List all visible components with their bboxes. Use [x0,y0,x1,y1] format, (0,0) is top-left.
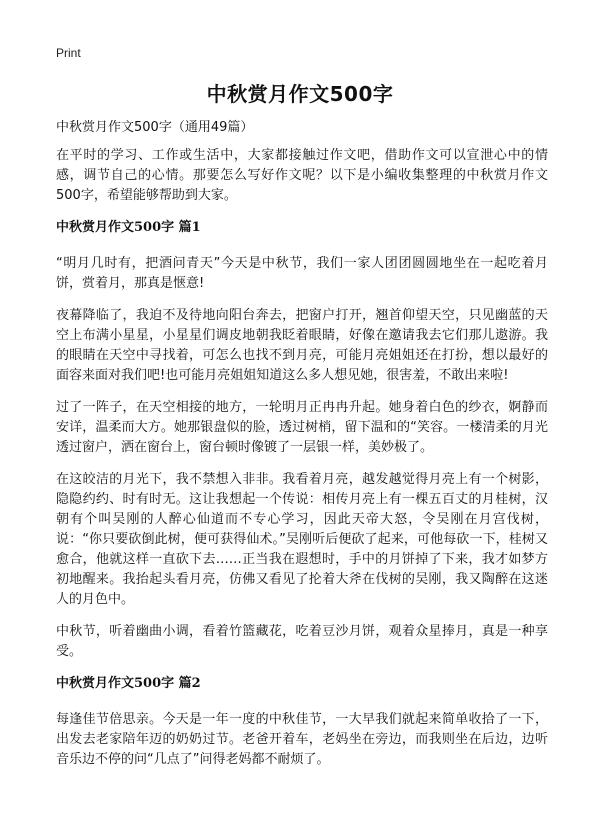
section-heading-1: 中秋赏月作文500字 篇1 [56,220,201,235]
section-1-paragraph-5: 中秋节，听着幽曲小调，看着竹篮藏花，吃着豆沙月饼，观着众星捧月，真是一种享受。 [56,624,548,659]
print-link[interactable]: Print [56,46,81,60]
section-heading-2: 中秋赏月作文500字 篇2 [56,676,201,691]
intro-paragraph: 在平时的学习、工作或生活中，大家都接触过作文吧，借助作文可以宣泄心中的情感，调节自己的心情。那要怎么写好作文呢？以下是小编收集整理的中秋赏月作文500字，希望能够帮助到大家。 [56,148,548,203]
section-1-paragraph-4: 在这皎洁的月光下，我不禁想入非非。我看着月亮，越发越觉得月亮上有一个树影，隐隐约约、时有时无。这让我想起一个传说：相传月亮上有一棵五百丈的月桂树，汉朝有个叫吴刚的人醉心仙道而不专心学习，因此天帝大怒，令吴刚在月宫伐树，说：“你只要砍倒此树，便可获得仙术。”吴刚听后便砍了起来，可他每砍一下，桂树又愈合，他就这样一直砍下去……正当我在遐想时，手中的月饼掉了下来，我才如梦方初地醒来。我抬起头看月亮，仿佛又看见了抡着大斧在伐树的吴刚，我又陶醉在这迷人的月色中。 [56,472,548,607]
section-1-paragraph-3: 过了一阵子，在天空相接的地方，一轮明月正冉冉升起。她身着白色的纱衣，婀静而安详，温柔而大方。她那银盘似的脸，透过树梢，留下温和的“笑容。一楼清柔的月光透过窗户，洒在窗台上，窗台顿时像镀了一层银一样，美妙极了。 [56,400,548,455]
page-title: 中秋赏月作文500字 [206,82,394,106]
article-body [56,118,548,782]
section-1-paragraph-2: 夜幕降临了，我迫不及待地向阳台奔去，把窗户打开，翘首仰望天空，只见幽蓝的天空上布满小星星，小星星们调皮地朝我眨着眼睛，好像在邀请我去它们那儿遨游。我的眼睛在天空中寻找着，可怎么也找不到月亮，可能月亮姐姐还在打扮，想以最好的面容来面对我们吧!也可能月亮姐姐知道这么多人想见她，很害羞，不敢出来啦! [56,308,548,383]
section-1-paragraph-1: “明月几时有，把酒问青天”今天是中秋节，我们一家人团团圆圆地坐在一起吃着月饼，赏着月，那真是惬意! [56,256,548,291]
section-2-paragraph-1: 每逢佳节倍思亲。今天是一年一度的中秋佳节，一大早我们就起来简单收拾了一下，出发去老家陪年迈的奶奶过节。老爸开着车，老妈坐在旁边，而我则坐在后边，边听音乐边不停的问“几点了”问得老妈都不耐烦了。 [56,712,548,767]
document-subtitle: 中秋赏月作文500字（通用49篇） [56,120,254,135]
